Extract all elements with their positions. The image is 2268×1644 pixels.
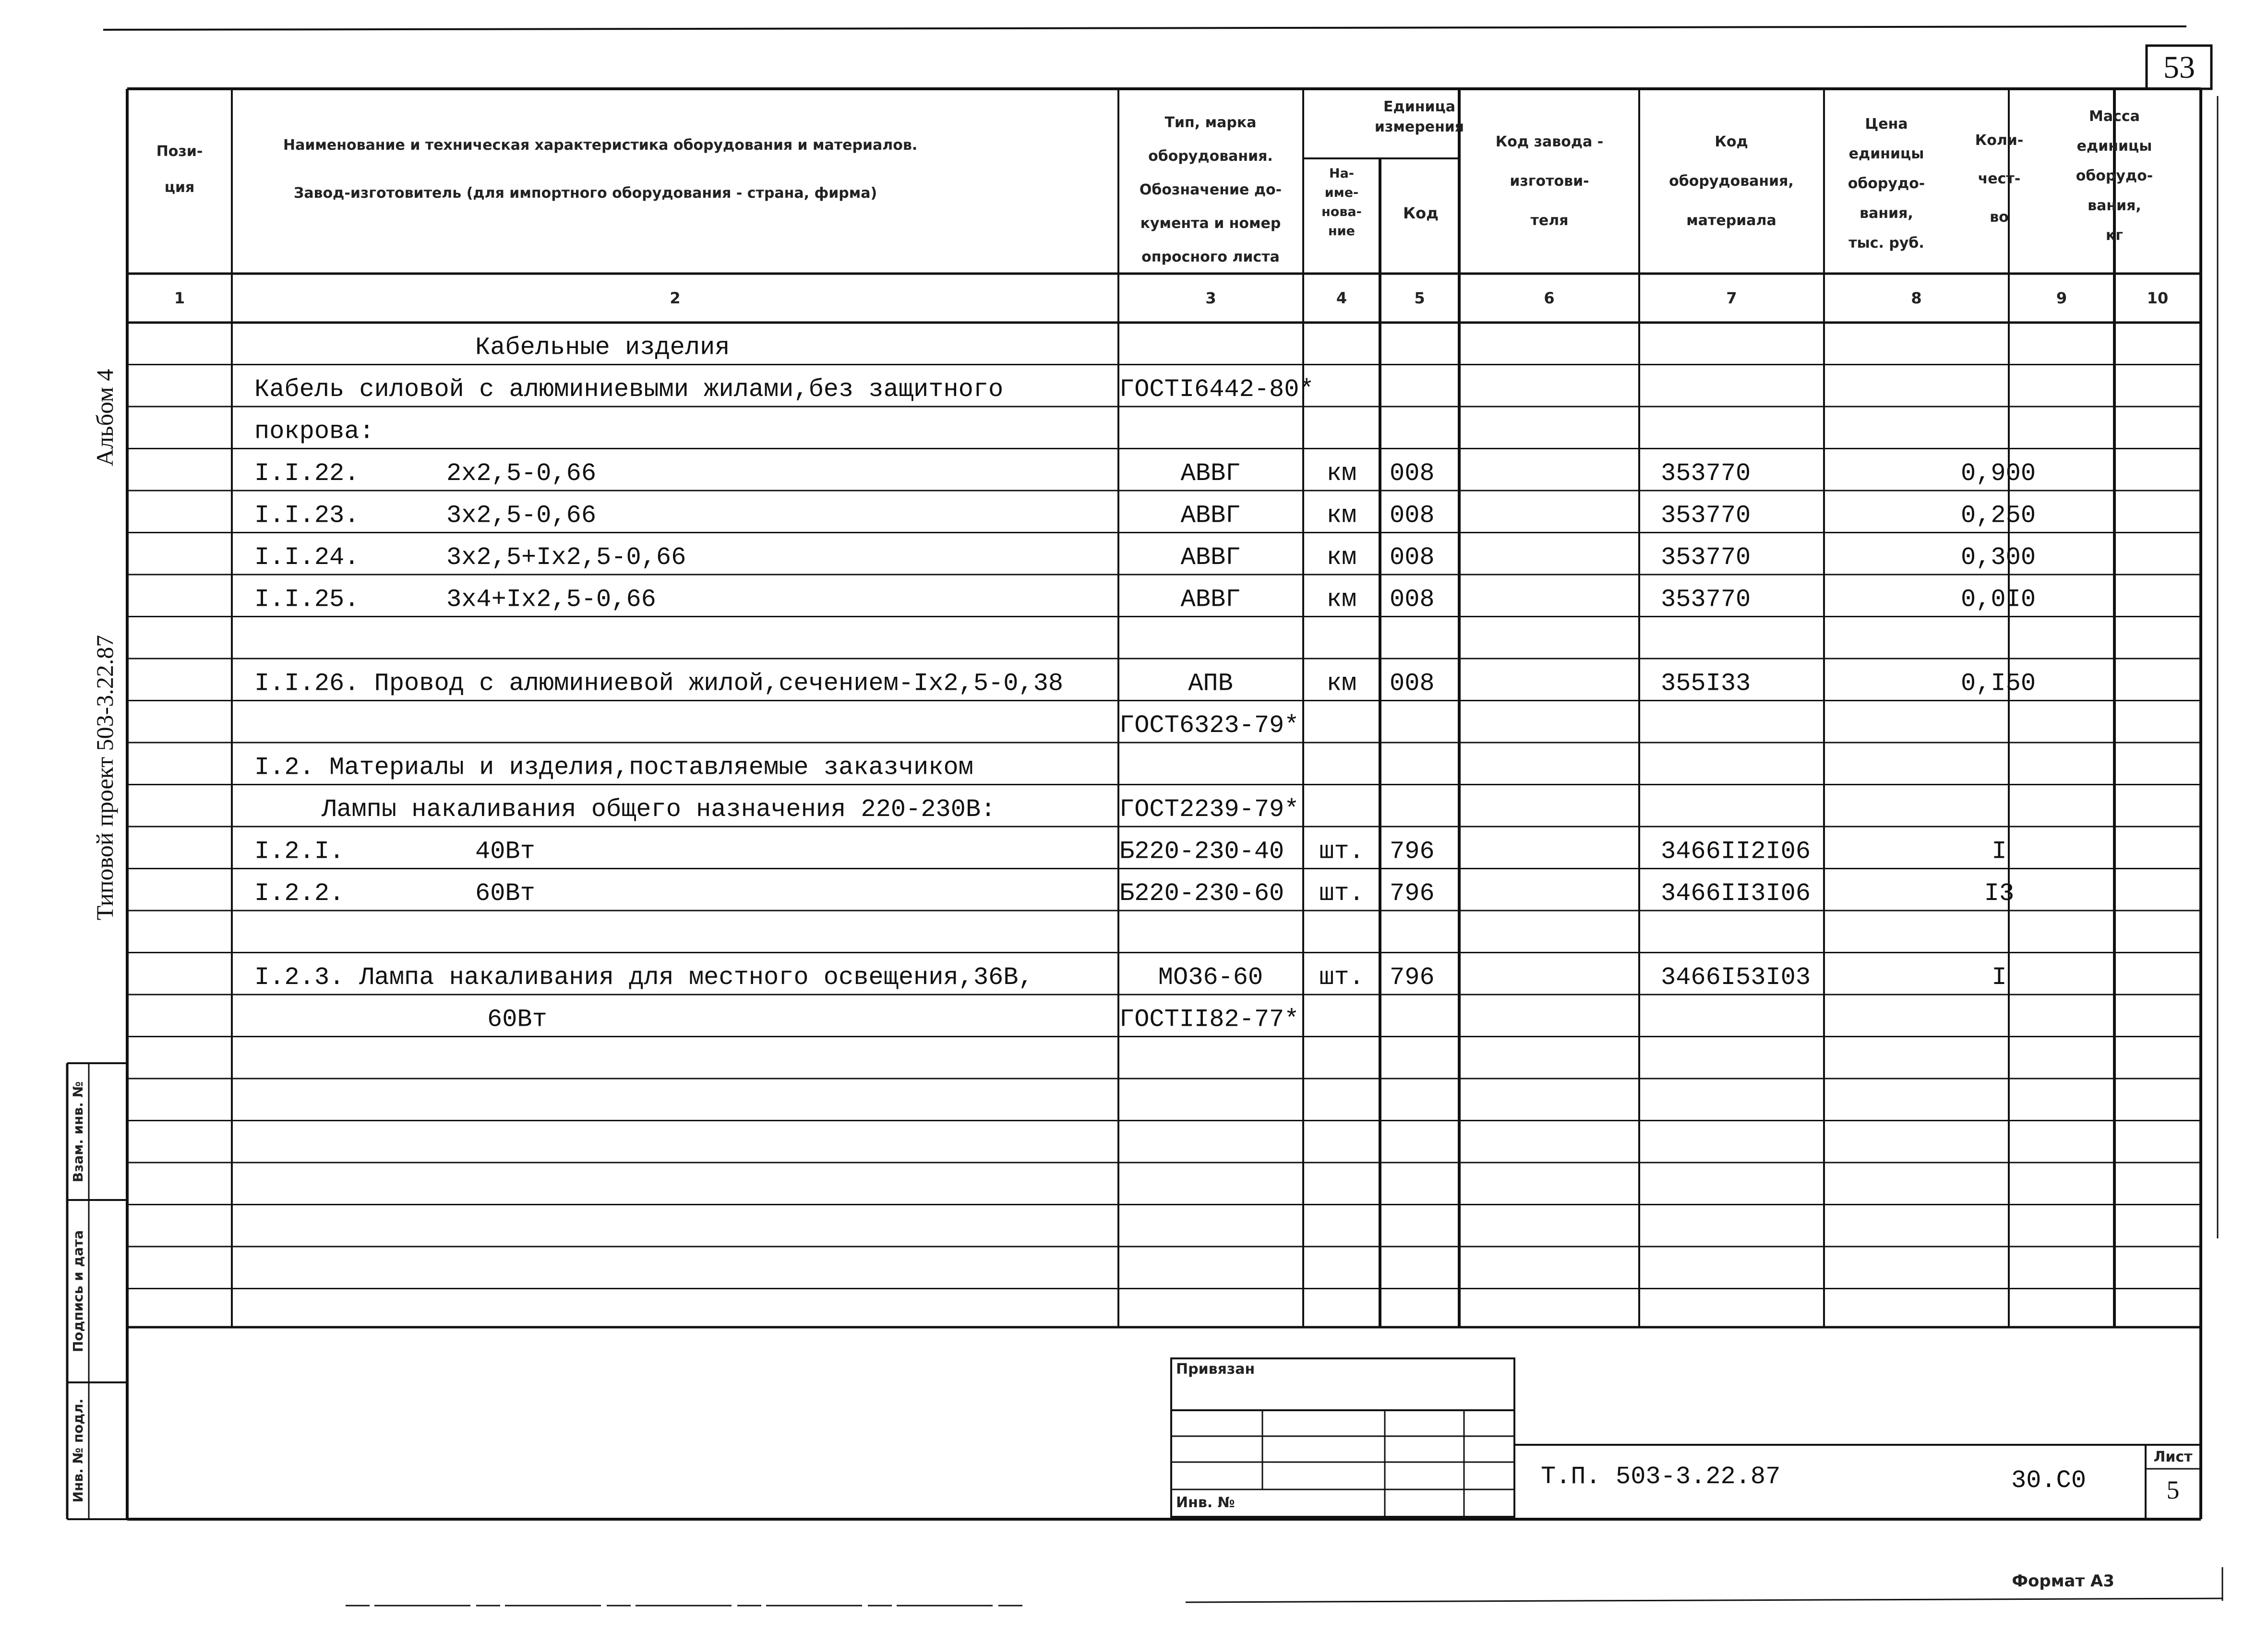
header-equipment-code xyxy=(1669,133,1794,229)
header-price xyxy=(1848,116,1925,252)
header-name-line: Наименование и техническая характеристика оборудования и материалов. xyxy=(283,137,918,154)
table-row xyxy=(254,754,973,782)
header-quantity-line: во xyxy=(1990,209,2009,226)
header-type-line: оборудования. xyxy=(1148,148,1273,165)
row-quantity: I3 xyxy=(1984,879,2015,908)
row-name: покрова: xyxy=(254,417,374,446)
row-name: 60Вт xyxy=(487,1005,547,1034)
table-row xyxy=(487,1006,1299,1034)
row-quantity: I xyxy=(1992,963,2007,992)
side-signature-label: Подпись и дата xyxy=(70,1230,86,1353)
row-position: I.2.2. xyxy=(254,879,345,908)
row-unit: шт. xyxy=(1319,963,1364,992)
header-position xyxy=(156,143,203,196)
header-equipment-code-line: Код xyxy=(1715,133,1748,150)
header-name-line: Завод-изготовитель (для импортного оборудования - страна, фирма) xyxy=(294,185,877,202)
header-plant-code-line: Код завода - xyxy=(1495,133,1604,150)
header-column-numbers xyxy=(174,289,2168,307)
stamp-code: 30.С0 xyxy=(2011,1466,2087,1495)
row-equipment-code: 3466II3I06 xyxy=(1661,879,1811,908)
column-number: 7 xyxy=(1726,289,1737,307)
row-unit-code: 008 xyxy=(1390,543,1435,572)
table-body xyxy=(254,334,2036,1034)
header-mass-line: кг xyxy=(2105,227,2124,244)
row-type: АВВГ xyxy=(1180,543,1241,572)
column-number: 6 xyxy=(1544,289,1555,307)
row-equipment-code: 353770 xyxy=(1661,585,1751,614)
row-type: АПВ xyxy=(1188,669,1233,698)
table-row xyxy=(475,334,730,362)
column-number: 9 xyxy=(2056,289,2067,307)
column-number: 10 xyxy=(2147,289,2169,307)
row-quantity: I xyxy=(1992,837,2007,866)
row-position: I.I.25. xyxy=(254,585,360,614)
side-vzam-label: Взам. инв. № xyxy=(70,1081,86,1183)
row-name: 2х2,5-0,66 xyxy=(446,459,597,488)
row-type: МО36-60 xyxy=(1158,963,1263,992)
row-type: АВВГ xyxy=(1180,501,1241,530)
header-price-line: тыс. руб. xyxy=(1848,235,1924,252)
row-unit-code: 008 xyxy=(1390,459,1435,488)
column-number: 5 xyxy=(1414,289,1425,307)
row-lines xyxy=(127,365,2201,1289)
header-mass-line: Масса xyxy=(2089,108,2140,125)
row-name: Кабельные изделия xyxy=(475,333,730,362)
header-name xyxy=(283,137,917,202)
row-unit-code: 008 xyxy=(1390,669,1435,698)
header-unit-code: Код xyxy=(1403,204,1439,222)
table-row xyxy=(321,795,1299,824)
row-type: Б220-230-40 xyxy=(1119,837,1284,866)
row-position: I.2.I. xyxy=(254,837,345,866)
row-name: 3х2,5+Iх2,5-0,66 xyxy=(446,543,686,572)
row-equipment-code: 353770 xyxy=(1661,543,1751,572)
row-equipment-code: 3466I53I03 xyxy=(1661,963,1811,992)
header-equipment-code-line: материала xyxy=(1686,212,1776,229)
header-quantity-line: Коли- xyxy=(1975,132,2024,149)
row-type: ГОСТ2239-79* xyxy=(1119,795,1299,824)
column-number: 8 xyxy=(1911,289,1922,307)
row-unit: км xyxy=(1326,501,1357,530)
row-name: 3х4+Iх2,5-0,66 xyxy=(446,585,656,614)
row-equipment-code: 3466II2I06 xyxy=(1661,837,1811,866)
column-number: 3 xyxy=(1205,289,1216,307)
row-equipment-code: 355I33 xyxy=(1661,669,1751,698)
header-unit-group-line: Единица xyxy=(1383,98,1455,115)
header-type-line: Обозначение до- xyxy=(1139,181,1282,198)
stamp-privyazan: Привязан xyxy=(1176,1361,1255,1378)
table-row xyxy=(1119,711,1299,740)
row-position: I.I.22. xyxy=(254,459,360,488)
row-unit: км xyxy=(1326,669,1357,698)
header-type xyxy=(1140,114,1282,265)
sheet-number: 53 xyxy=(2163,50,2195,85)
stamp-list-number: 5 xyxy=(2166,1476,2180,1504)
row-unit-code: 008 xyxy=(1390,501,1435,530)
table-row xyxy=(254,418,374,446)
table-row xyxy=(254,502,2036,530)
header-plant-code xyxy=(1496,133,1603,229)
table-row xyxy=(254,879,2014,908)
header-plant-code-line: теля xyxy=(1530,212,1569,229)
bottom-line-right xyxy=(1186,1598,2222,1602)
row-unit-code: 796 xyxy=(1390,879,1435,908)
table-row xyxy=(254,963,2007,992)
header-price-line: единицы xyxy=(1848,145,1924,162)
row-quantity: 0,I50 xyxy=(1961,669,2036,698)
row-type: ГОСТI6442-80* xyxy=(1119,375,1314,404)
row-name: Кабель силовой с алюминиевыми жилами,без защитного xyxy=(254,375,1004,404)
row-name: I.2. Материалы и изделия,поставляемые заказчиком xyxy=(254,753,973,782)
row-unit-code: 008 xyxy=(1390,585,1435,614)
row-type: ГОСТII82-77* xyxy=(1119,1005,1299,1034)
row-quantity: 0,300 xyxy=(1961,543,2036,572)
header-unit-name-line: ние xyxy=(1328,224,1355,239)
header-unit-group xyxy=(1375,98,1464,135)
header-quantity-line: чест- xyxy=(1978,170,2021,187)
header-type-line: опросного листа xyxy=(1141,249,1280,265)
header-type-line: кумента и номер xyxy=(1140,215,1281,232)
stamp-list-label: Лист xyxy=(2153,1449,2193,1465)
row-quantity: 0,0I0 xyxy=(1961,585,2036,614)
header-mass-line: вания, xyxy=(2088,197,2141,214)
header-position-line: ция xyxy=(164,179,195,196)
stamp-doc: Т.П. 503-3.22.87 xyxy=(1541,1463,1781,1491)
header-price-line: оборудо- xyxy=(1848,175,1925,192)
top-border-line xyxy=(103,26,2186,30)
header-mass-line: единицы xyxy=(2076,138,2152,155)
row-unit: км xyxy=(1326,585,1357,614)
header-position-line: Пози- xyxy=(156,143,203,160)
table-header xyxy=(156,98,2169,307)
side-project: Типовой проект 503-3.22.87 xyxy=(91,635,118,921)
table-row xyxy=(254,375,1314,404)
header-unit-name-line: нова- xyxy=(1321,204,1362,219)
header-price-line: вания, xyxy=(1860,205,1913,222)
row-unit: шт. xyxy=(1319,837,1364,866)
header-quantity xyxy=(1975,132,2024,226)
row-type: АВВГ xyxy=(1180,585,1241,614)
header-unit-name xyxy=(1321,166,1362,239)
row-unit: км xyxy=(1326,459,1357,488)
row-unit: шт. xyxy=(1319,879,1364,908)
table-row xyxy=(254,543,2036,572)
row-type: ГОСТ6323-79* xyxy=(1119,711,1299,740)
header-unit-group-line: измерения xyxy=(1374,119,1464,135)
row-type: Б220-230-60 xyxy=(1119,879,1284,908)
row-position: I.I.23. xyxy=(254,501,360,530)
row-quantity: 0,900 xyxy=(1961,459,2036,488)
header-type-line: Тип, марка xyxy=(1164,114,1257,131)
header-price-line: Цена xyxy=(1865,116,1908,132)
table-row xyxy=(254,838,2007,866)
header-equipment-code-line: оборудования, xyxy=(1669,173,1794,190)
header-plant-code-line: изготови- xyxy=(1510,173,1589,190)
row-name: 40Вт xyxy=(475,837,535,866)
title-block xyxy=(1171,1358,2201,1519)
row-name: Лампы накаливания общего назначения 220-230В: xyxy=(322,795,996,824)
stamp-inv: Инв. № xyxy=(1176,1494,1235,1511)
side-inv-label: Инв. № подл. xyxy=(70,1398,86,1503)
header-unit-name-line: На- xyxy=(1329,166,1355,181)
format-label: Формат А3 xyxy=(2012,1572,2114,1591)
row-equipment-code: 353770 xyxy=(1661,459,1751,488)
table-row xyxy=(254,459,2036,488)
row-equipment-code: 353770 xyxy=(1661,501,1751,530)
row-name: 3х2,5-0,66 xyxy=(446,501,597,530)
row-unit-code: 796 xyxy=(1390,837,1435,866)
row-name: I.2.3. Лампа накаливания для местного освещения,36В, xyxy=(254,963,1033,992)
column-number: 2 xyxy=(670,289,681,307)
table-row xyxy=(254,670,2036,698)
row-unit: км xyxy=(1326,543,1357,572)
column-number: 1 xyxy=(174,289,185,307)
table-row xyxy=(254,586,2036,614)
header-mass-line: оборудо- xyxy=(2076,168,2153,184)
row-name: I.I.26. Провод с алюминиевой жилой,сечением-Iх2,5-0,38 xyxy=(254,669,1064,698)
row-unit-code: 796 xyxy=(1390,963,1435,992)
row-type: АВВГ xyxy=(1180,459,1241,488)
column-number: 4 xyxy=(1336,289,1347,307)
row-name: 60Вт xyxy=(475,879,535,908)
header-unit-name-line: име- xyxy=(1324,185,1359,200)
row-quantity: 0,250 xyxy=(1961,501,2036,530)
side-album: Альбом 4 xyxy=(91,369,118,467)
row-position: I.I.24. xyxy=(254,543,360,572)
